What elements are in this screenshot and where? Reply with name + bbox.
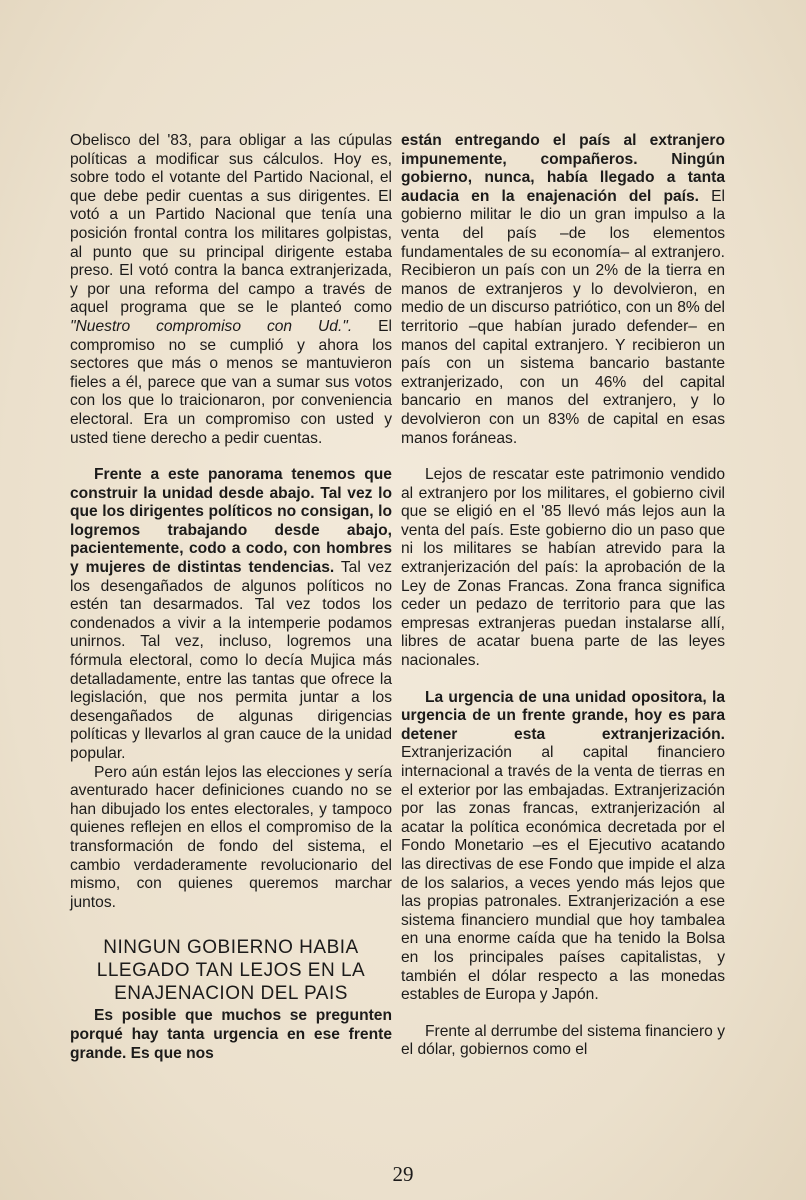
text-run: Lejos de rescatar este patrimonio vendido al extranjero por los militares, el gobierno civil que se eligió en el '85 llevó más lejos aun la venta del país. Este gobierno dio un paso que ni los militares se habían atrevido para la extranjerización del país: la aprobación de la Ley de Zonas Francas. Zona franca significa ceder un pedazo de territorio para que las empresas extranjeras puedan instalarse allí, libres de acatar buena parte de las leyes nacionales. [401,466,725,670]
bold-text: Frente a este panorama tenemos que construir la unidad desde abajo. Tal vez lo que los dirigentes políticos no consigan, lo logremos trabajando desde abajo, pacientemente, codo a codo, con hombres y mujeres de distintas tendencias. [70,466,392,577]
text-run: Extranjerización al capital financiero internacional a través de la venta de tierras en el exterior por las embajadas. Extranjerización por las zonas francas, extranjerización al acatar la política económica decretada por el Fondo Monetario –es el Ejecutivo acatando las directivas de ese Fondo que impide el alza de los salarios, a veces yendo más lejos que las propias patronales. Extranjerización a ese sistema financiero mundial que hoy tambalea en una enorme caída que ha tenido la Bolsa en los principales países capitalistas, y también el dólar respecto a las monedas estables de Europa y Japón. [401,744,725,1004]
bold-text: están entregando el país al extranjero impunemente, compañeros. Ningún gobierno, nunca, había llegado a tanta audacia en la enajenación del país. [401,132,725,205]
paragraph [70,764,392,913]
heading-line: LLEGADO TAN LEJOS EN LA [96,960,366,982]
heading-line: NINGUN GOBIERNO HABIA [103,937,359,959]
text-run: Obelisco del '83, para obligar a las cúpulas políticas a modificar sus cálculos. Hoy es, sobre todo el votante del Partido Nacional, el que debe pedir cuentas a sus dirigentes. El votó a un Partido Nacional que tenía una posición frontal contra los militares golpistas, al punto que su principal dirigente estaba preso. El votó contra la banca extranjerizada, y por una reforma del campo a través de aquel programa que se le planteó como [70,132,392,317]
text-run: El gobierno militar le dio un gran impulso a la venta del país –de los elementos fundamentales de su economía– al extranjero. Recibieron un país con un 2% de la tierra en manos de extranjeros y lo devolvieron, en medio de un discurso patriótico, con un 8% del territorio –que habían jurado defender– en manos del capital extranjero. Y recibieron un país con un sistema bancario bastante extranjerizado, con un 46% del capital bancario en manos del extranjero, y lo devolvieron con un 83% de capital en esas manos foráneas. [401,187,725,447]
text-run: Frente al derrumbe del sistema financiero y el dólar, gobiernos como el [401,1022,725,1059]
text-run: Tal vez los desengañados de algunos políticos no estén tan desarmados. Tal vez todos los condenados a vivir a la intemperie podamos unirnos. Tal vez, incluso, logremos una fórmula electoral, como lo decía Mujica más detalladamente, entre las tantas que ofrece la legislación, que nos permita juntar a los desengañados de algunas dirigencias políticas y llevarlos al gran cauce de la unidad popular. [70,559,392,762]
paragraph [401,132,725,448]
section-heading [70,936,392,1005]
paragraph [401,689,725,1005]
paragraph [401,1023,725,1060]
paragraph [70,132,392,448]
left-column [70,132,392,1063]
paragraph [401,466,725,671]
paragraph [70,1007,392,1063]
heading-line: ENAJENACION DEL PAIS [114,983,348,1005]
bold-text: La urgencia de una unidad opositora, la urgencia de un frente grande, hoy es para detener esta extranjerización. [401,688,725,743]
page-number: 29 [392,1162,414,1186]
paragraph [70,466,392,764]
italic-quote: "Nuestro compromiso con Ud.". [70,317,353,335]
bold-text: Es posible que muchos se pregunten porqué hay tanta urgencia en ese frente grande. Es que nos [70,1007,392,1062]
right-column [401,132,725,1060]
text-run: El compromiso no se cumplió y ahora los sectores que más o menos se mantuvieron fieles a él, parece que van a sumar sus votos con los que lo traicionaron, por conveniencia electoral. Era un compromiso con usted y usted tiene derecho a pedir cuentas. [70,317,392,447]
text-run: Pero aún están lejos las elecciones y sería aventurado hacer definiciones cuando no se han dibujado los entes electorales, y tampoco quienes reflejen en ellos el compromiso de la transformación de fondo del sistema, el cambio verdaderamente revolucionario del mismo, con quienes queremos marchar juntos. [70,763,392,911]
